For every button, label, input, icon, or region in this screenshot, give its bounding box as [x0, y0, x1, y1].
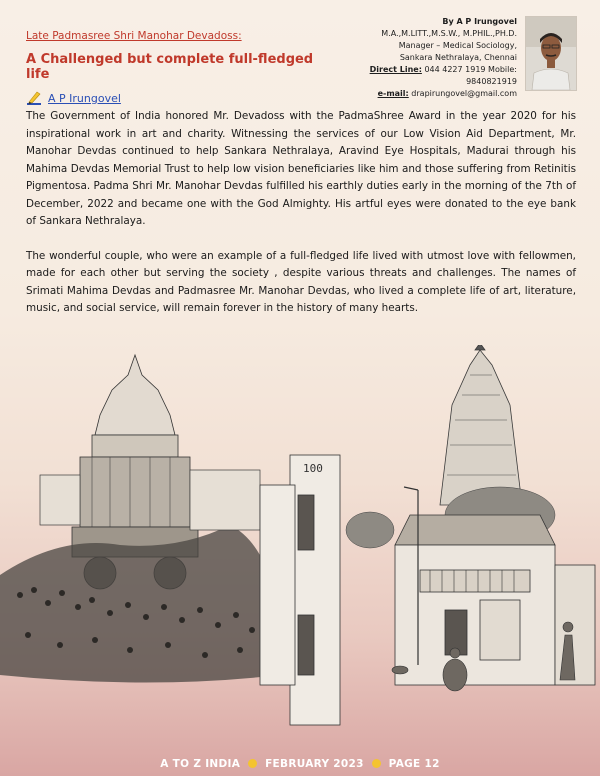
email-value[interactable]: drapirungovel@gmail.com	[411, 89, 517, 98]
author-link[interactable]: A P Irungovel	[48, 91, 121, 105]
footer-page: PAGE 12	[388, 758, 440, 770]
paragraph-2: The wonderful couple, who were an example of a full-fledged life lived with utmost love with fellowmen, made for each other but serving the society , despite various threats and challenges. The names of Srimati Mahima Devdas and Padmasree Mr. Manohar Devdas, who lived a complete life of art, literature, music, and social service, will remain forever in the history of many hearts.	[26, 249, 576, 314]
author-degrees: M.A.,M.LITT.,M.S.W., M.PHIL.,PH.D.	[381, 29, 517, 38]
page-footer	[0, 758, 600, 770]
email-label: e-mail:	[377, 89, 409, 98]
pen-icon	[26, 90, 42, 106]
direct-line-label: Direct Line:	[369, 65, 422, 74]
direct-line	[326, 64, 517, 88]
direct-line-value: 044 4227 1919 Mobile: 9840821919	[424, 65, 517, 86]
footer-dot-icon	[372, 759, 381, 768]
author-organization: Sankara Nethralaya, Chennai	[399, 53, 517, 62]
centre-building	[260, 455, 340, 725]
crowd	[0, 525, 280, 683]
building-number: 100	[303, 462, 323, 475]
temple-tower	[440, 345, 522, 505]
footer-dot-icon	[248, 759, 257, 768]
author-name: By A P Irungovel	[442, 17, 517, 26]
street-illustration	[0, 345, 600, 740]
footer-magazine: A TO Z INDIA	[160, 758, 241, 770]
author-photo	[525, 16, 577, 91]
footer-month: FEBRUARY 2023	[265, 758, 364, 770]
author-contact	[326, 16, 517, 100]
email-line	[326, 88, 517, 100]
paragraph-1: The Government of India honored Mr. Devadoss with the PadmaShree Award in the year 2020 for his inspirational work in art and charity. Witnessing the services of our Low Vision Aid Department, Mr. Manohar Devdas continued to help Sankara Nethralaya, Aravind Eye Hospitals, Madurai through his Mahima Devdas Memorial Trust to help low vision beneficiaries like him and those suffering from Retinitis Pigmentosa. Padma Shri Mr. Manohar Devdas fulfilled his earthly duties early in the morning of the 7th of December, 2022 and became one with the God Almighty. His artful eyes were donated to the eye bank of Sankara Nethralaya.	[26, 110, 576, 227]
article-kicker: Late Padmasree Shri Manohar Devadoss:	[26, 30, 242, 42]
article-title: A Challenged but complete full-fledged life	[26, 52, 314, 82]
article-body	[26, 108, 576, 335]
byline	[26, 90, 326, 106]
author-position: Manager – Medical Sociology,	[398, 41, 517, 50]
article-header	[26, 30, 326, 106]
